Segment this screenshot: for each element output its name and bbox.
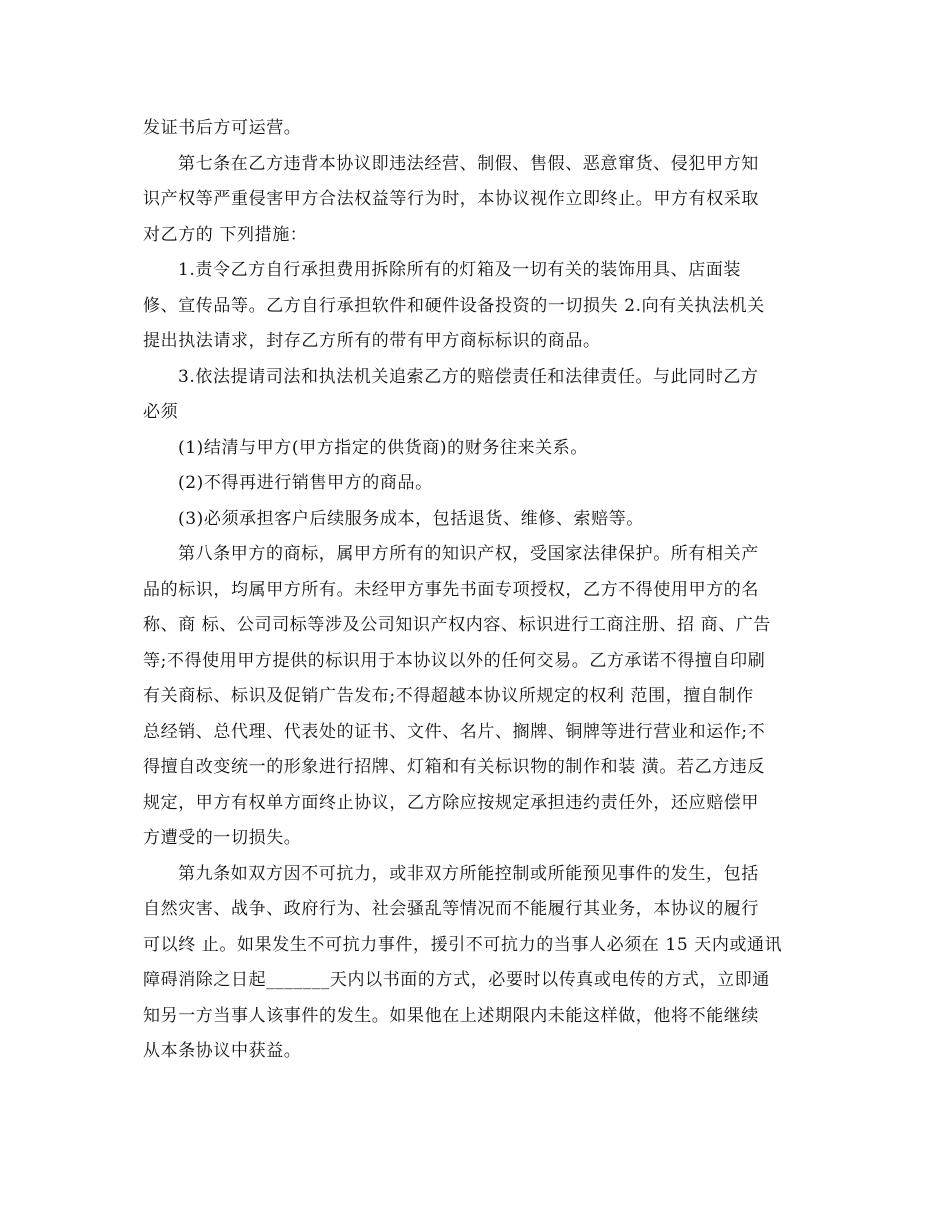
text-line: 障碍消除之日起_______天内以书面的方式，必要时以传真或电传的方式，立即通	[143, 970, 770, 990]
text-line: 识产权等严重侵害甲方合法权益等行为时，本协议视作立即终止。甲方有权采取	[143, 189, 759, 209]
text-line: (2)不得再进行销售甲方的商品。	[178, 473, 433, 493]
text-line: 得擅自改变统一的形象进行招牌、灯箱和有关标识物的制作和装 潢。若乙方违反	[143, 757, 766, 777]
text-line: 发证书后方可运营。	[143, 118, 302, 138]
text-line: 方遭受的一切损失。	[143, 828, 302, 848]
text-line: 知另一方当事人该事件的发生。如果他在上述期限内未能这样做，他将不能继续	[143, 1005, 759, 1026]
text-line: 第八条甲方的商标，属甲方所有的知识产权，受国家法律保护。所有相关产	[178, 544, 759, 564]
text-line: 必须	[143, 402, 179, 422]
text-line: 对乙方的 下列措施：	[143, 224, 308, 245]
text-line: 总经销、总代理、代表处的证书、文件、名片、搁牌、铜牌等进行营业和运作;不	[143, 721, 766, 742]
text-line: 有关商标、标识及促销广告发布;不得超越本协议所规定的权利 范围，擅自制作	[143, 686, 754, 706]
text-line: 自然灾害、战争、政府行为、社会骚乱等情况而不能履行其业务，本协议的履行	[143, 899, 759, 919]
text-line: 从本条协议中获益。	[143, 1041, 302, 1061]
text-line: (1)结清与甲方(甲方指定的供货商)的财务往来关系。	[178, 437, 588, 458]
text-line: 称、商 标、公司司标等涉及公司知识产权内容、标识进行工商注册、招 商、广告	[143, 615, 772, 635]
text-line: 1.责令乙方自行承担费用拆除所有的灯箱及一切有关的装饰用具、店面装	[178, 260, 742, 280]
text-line: 品的标识，均属甲方所有。未经甲方事先书面专项授权，乙方不得使用甲方的名	[143, 579, 759, 600]
text-line: 等;不得使用甲方提供的标识用于本协议以外的任何交易。乙方承诺不得擅自印刷	[143, 650, 766, 671]
text-line: 第七条在乙方违背本协议即违法经营、制假、售假、恶意窜货、侵犯甲方知	[178, 153, 759, 174]
text-line: 可以终 止。如果发生不可抗力事件，援引不可抗力的当事人必须在 15 天内或通讯	[143, 934, 783, 955]
text-line: 3.依法提请司法和执法机关追索乙方的赔偿责任和法律责任。与此同时乙方	[178, 366, 759, 387]
text-line: 提出执法请求，封存乙方所有的带有甲方商标标识的商品。	[143, 331, 601, 351]
text-line: 修、宣传品等。乙方自行承担软件和硬件设备投资的一切损失 2.向有关执法机关	[143, 295, 765, 316]
text-line: (3)必须承担客户后续服务成本，包括退货、维修、索赔等。	[178, 508, 644, 529]
document-body	[143, 111, 807, 1070]
text-line: 第九条如双方因不可抗力，或非双方所能控制或所能预见事件的发生，包括	[178, 863, 759, 884]
text-line: 规定，甲方有权单方面终止协议，乙方除应按规定承担违约责任外，还应赔偿甲	[143, 792, 759, 813]
